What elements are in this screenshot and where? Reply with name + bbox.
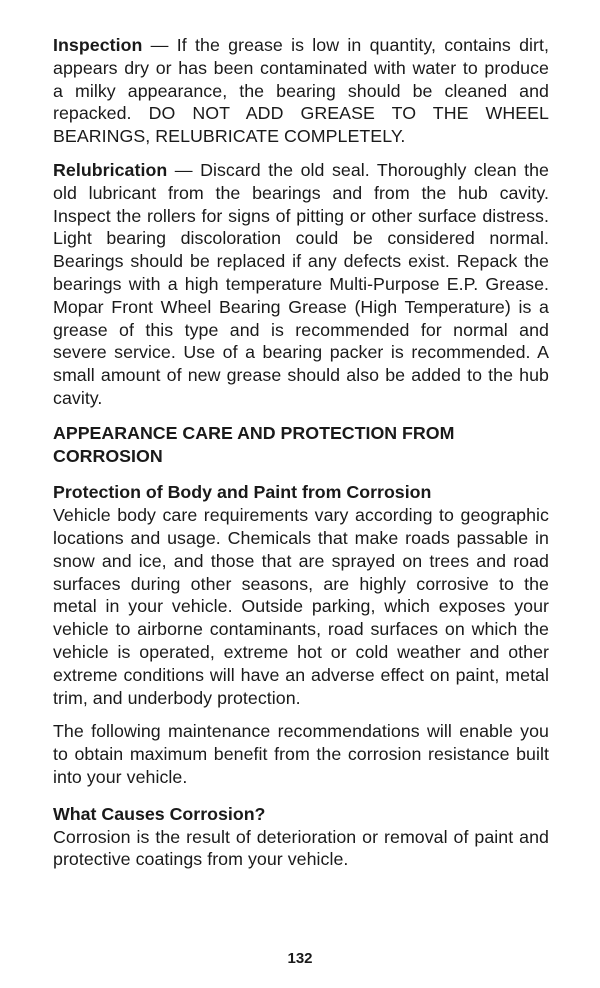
page-content — [53, 34, 549, 871]
inspection-run-in-heading: Inspection — [53, 35, 143, 55]
protection-paragraph-2: The following maintenance recommendations will enable you to obtain maximum benefit from the corrosion resistance built into your vehicle. — [53, 721, 549, 787]
relubrication-text: — Discard the old seal. Thoroughly clean the old lubricant from the bearings and from the hub cavity. Inspect the rollers for signs of pitting or other surface distress. Light bearing discoloration could be considered normal. Bearings should be replaced if any defects exist. Repack the bearings with a high temperature Multi-Purpose E.P. Grease. Mopar Front Wheel Bearing Grease (High Temperature) is a grease of this type and is recommended for normal and severe service. Use of a bearing packer is recommended. A small amount of new grease should also be added to the hub cavity. — [53, 159, 549, 408]
what-causes-corrosion-heading: What Causes Corrosion? — [53, 803, 266, 824]
inspection-paragraph — [53, 34, 549, 148]
inspection-text: — If the grease is low in quantity, contains dirt, appears dry or has been contaminated with water to produce a milky appearance, the bearing should be cleaned and repacked. DO NOT ADD GREASE TO THE WHEEL BEARINGS, RELUBRICATE COMPLETELY. — [53, 35, 549, 147]
protection-body-paint-heading: Protection of Body and Paint from Corrosion — [53, 482, 432, 503]
appearance-care-heading: APPEARANCE CARE AND PROTECTION FROM CORROSION — [53, 422, 455, 466]
protection-paragraph-1: Vehicle body care requirements vary according to geographic locations and usage. Chemicals that make roads passable in snow and ice, and those that are sprayed on trees and road surfaces during other seasons, are highly corrosive to the metal in your vehicle. Outside parking, which exposes your vehicle to airborne contaminants, road surfaces on which the vehicle is operated, extreme hot or cold weather and other extreme conditions will have an adverse effect on paint, metal trim, and underbody protection. — [53, 505, 549, 708]
relubrication-paragraph — [53, 159, 549, 410]
relubrication-run-in-heading: Relubrication — [53, 159, 168, 180]
page-number: 132 — [287, 950, 313, 967]
causes-paragraph: Corrosion is the result of deterioration or removal of paint and protective coatings from your vehicle. — [53, 826, 549, 870]
